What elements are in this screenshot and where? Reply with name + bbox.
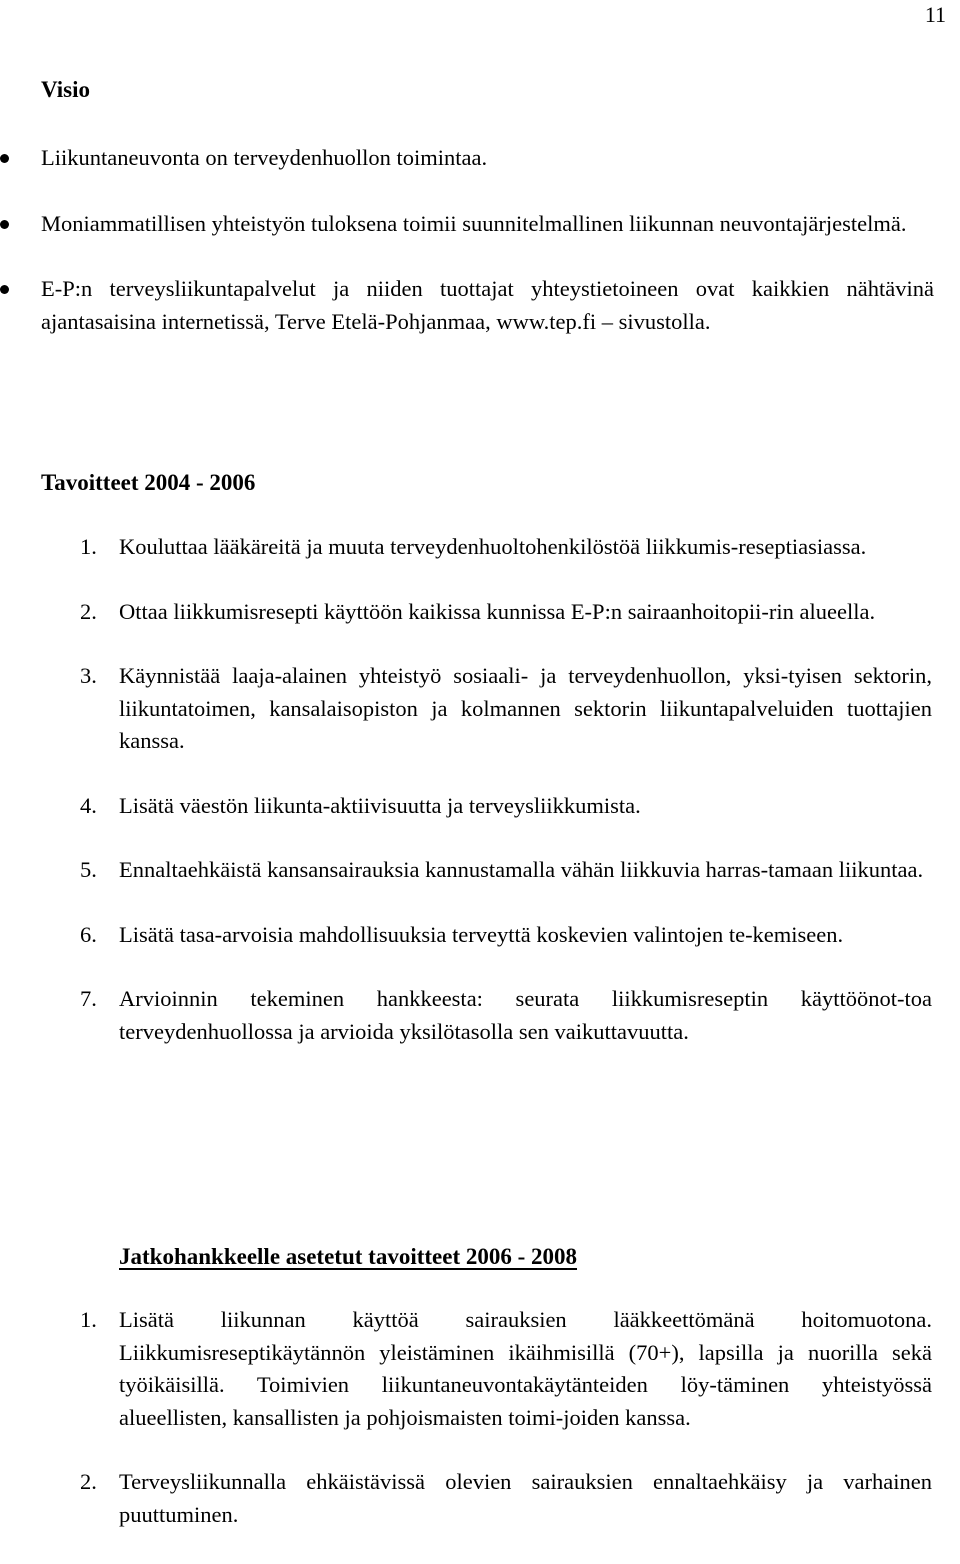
jatkohanke-heading: Jatkohankkeelle asetetut tavoitteet 2006 - 2008 bbox=[119, 1244, 578, 1269]
item-number: 1. bbox=[80, 1307, 97, 1332]
list-item bbox=[0, 531, 932, 564]
bullet-icon bbox=[0, 285, 9, 294]
item-text: Lisätä tasa-arvoisia mahdollisuuksia terveyttä koskevien valintojen te-kemiseen. bbox=[119, 921, 844, 947]
visio-heading: Visio bbox=[41, 77, 90, 102]
item-number: 6. bbox=[80, 921, 97, 947]
bullet-text: E-P:n terveysliikuntapalvelut ja niiden tuottajat yhteystietoineen ovat kaikkien nähtävinä ajantasaisina internetissä, Terve Etelä-Pohjanmaa, www.tep.fi – sivustolla. bbox=[41, 276, 934, 334]
tavoitteet-heading: Tavoitteet 2004 - 2006 bbox=[41, 470, 256, 495]
list-item bbox=[0, 919, 932, 952]
list-item bbox=[0, 1304, 932, 1434]
item-text: Ennaltaehkäistä kansansairauksia kannustamalla vähän liikkuvia harras-tamaan liikuntaa. bbox=[119, 857, 924, 882]
tavoitteet-list bbox=[0, 531, 960, 1080]
item-number: 3. bbox=[80, 663, 97, 688]
bullet-text: Moniammatillisen yhteistyön tuloksena toimii suunnitelmallinen liikunnan neuvontajärjestelmä. bbox=[41, 210, 907, 236]
item-text: Kouluttaa lääkäreitä ja muuta terveydenhuoltohenkilöstöä liikkumis-reseptiasiassa. bbox=[119, 534, 867, 559]
jatkohanke-list bbox=[0, 1304, 960, 1563]
bullet-text: Liikuntaneuvonta on terveydenhuollon toimintaa. bbox=[41, 145, 488, 170]
list-item bbox=[0, 983, 932, 1048]
list-item bbox=[0, 660, 932, 758]
item-number: 2. bbox=[80, 1469, 97, 1494]
list-item bbox=[0, 854, 932, 887]
bullet-icon bbox=[0, 154, 9, 163]
list-item bbox=[0, 596, 932, 629]
list-item bbox=[0, 790, 932, 823]
item-text: Ottaa liikkumisresepti käyttöön kaikissa kunnissa E-P:n sairaanhoitopii-rin alueella. bbox=[119, 598, 876, 624]
item-text: Lisätä liikunnan käyttöä sairauksien lääkkeettömänä hoitomuotona. Liikkumisreseptikäytännön yleistäminen ikäihmisillä (70+), lapsilla ja nuorilla sekä työikäisillä. Toimivien liikuntaneuvontakäytänteiden löy-täminen yhteistyössä alueellisten, kansallisten ja pohjoismaisten toimi-joiden kanssa. bbox=[119, 1307, 932, 1430]
item-number: 5. bbox=[80, 857, 97, 882]
list-item bbox=[0, 208, 934, 241]
item-number: 2. bbox=[80, 598, 97, 624]
bullet-icon bbox=[0, 220, 9, 229]
item-text: Arvioinnin tekeminen hankkeesta: seurata liikkumisreseptin käyttöönot-toa terveydenhuollossa ja arvioida yksilötasolla sen vaikuttavuutta. bbox=[119, 986, 932, 1044]
list-item bbox=[0, 1466, 932, 1531]
item-number: 7. bbox=[80, 986, 97, 1011]
page-number: 11 bbox=[924, 2, 946, 27]
item-text: Lisätä väestön liikunta-aktiivisuutta ja terveysliikkumista. bbox=[119, 792, 641, 818]
visio-bullet-list bbox=[0, 142, 960, 371]
list-item bbox=[0, 273, 934, 338]
item-text: Terveysliikunnalla ehkäistävissä olevien sairauksien ennaltaehkäisy ja varhainen puuttuminen. bbox=[119, 1469, 932, 1527]
item-text: Käynnistää laaja-alainen yhteistyö sosiaali- ja terveydenhuollon, yksi-tyisen sektorin, liikuntatoimen, kansalaisopiston ja kolmannen sektorin liikuntapalveluiden tuottajien kanssa. bbox=[119, 663, 932, 753]
list-item bbox=[0, 142, 934, 175]
item-number: 4. bbox=[80, 792, 97, 818]
item-number: 1. bbox=[80, 534, 97, 559]
